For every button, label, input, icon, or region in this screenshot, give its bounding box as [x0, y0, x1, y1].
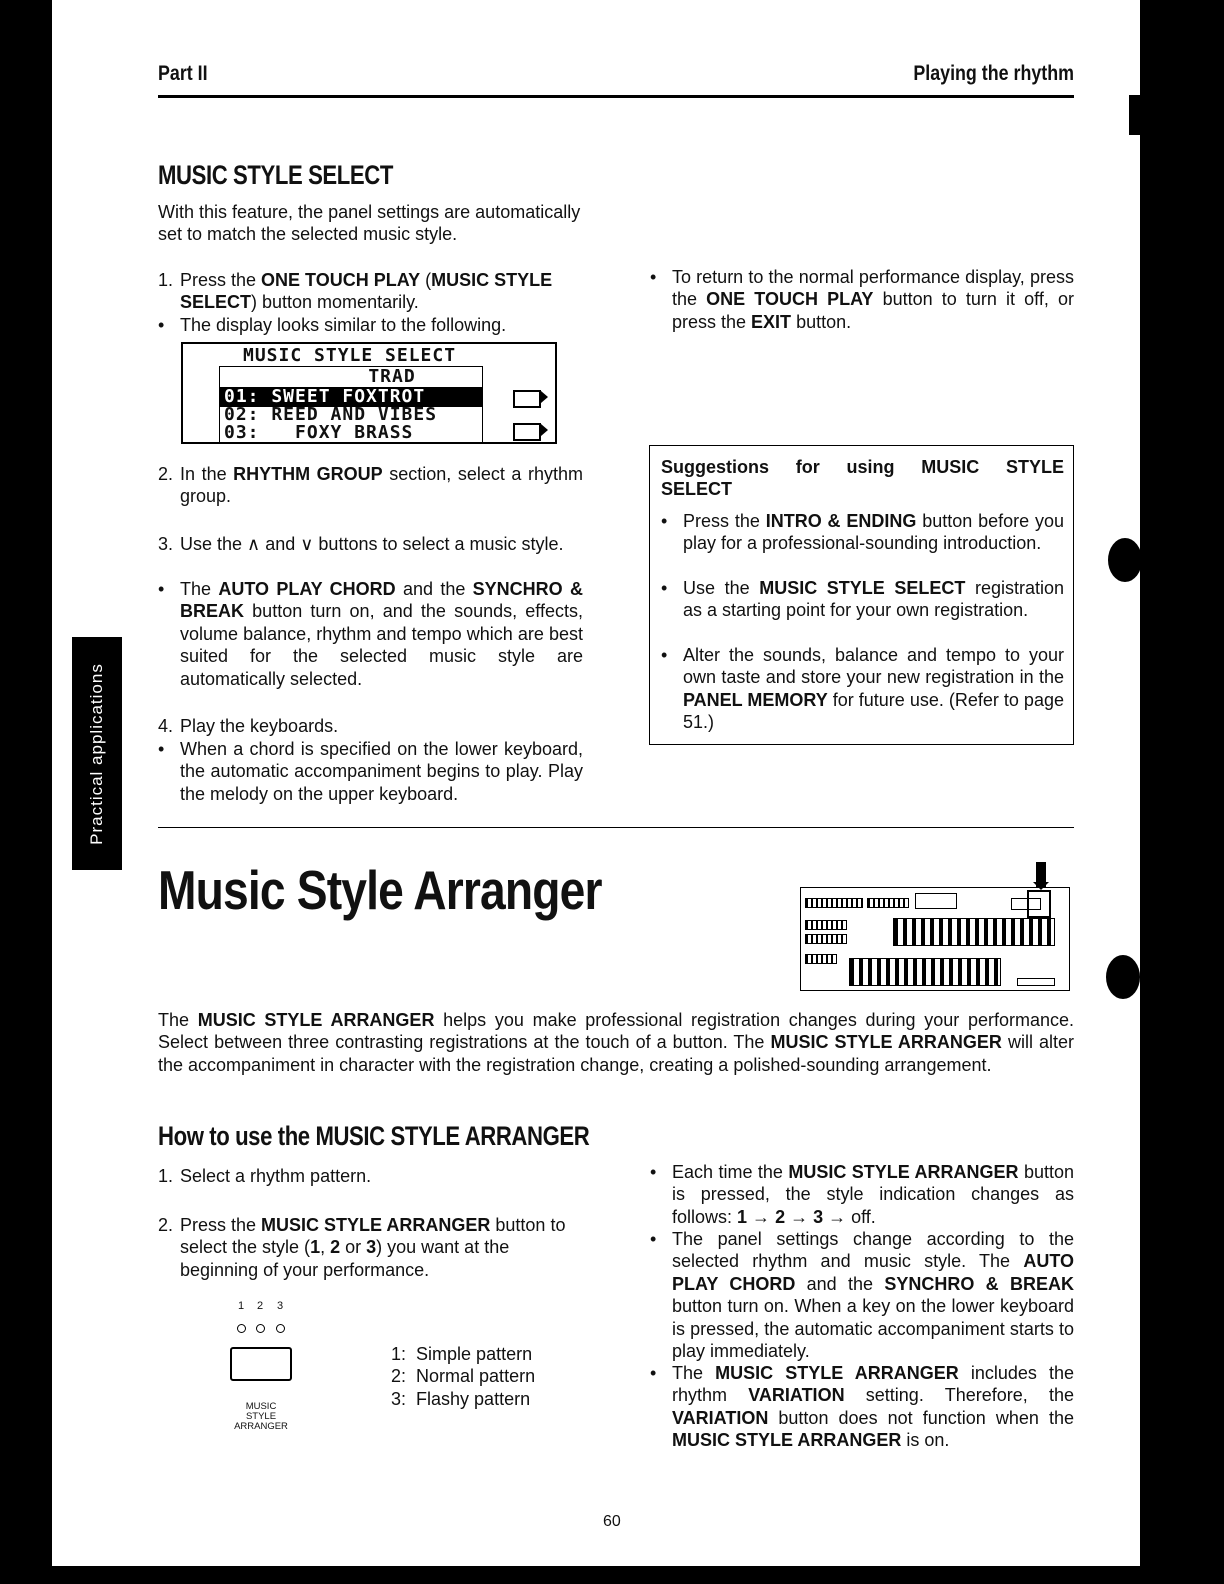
led-icon	[237, 1324, 246, 1333]
scan-border-right	[1140, 0, 1224, 1584]
bullet-return: • To return to the normal performance display, press the ONE TOUCH PLAY button to turn it off, or press the EXIT button.	[650, 267, 1074, 332]
lcd-scroll-icon	[513, 390, 541, 408]
pedal-buttons	[1017, 978, 1055, 986]
step-1: 1. Press the ONE TOUCH PLAY (MUSIC STYLE SELECT) button momentarily.	[158, 269, 583, 314]
suggestion-item: • Alter the sounds, balance and tempo to your own taste and store your new registration in the PANEL MEMORY for future use. (Refer to page 51.)	[661, 645, 1064, 733]
panel-buttons	[805, 898, 863, 908]
lcd-row-selected: 01: SWEET FOXTROT	[220, 387, 482, 407]
scan-border-bottom	[0, 1566, 1224, 1584]
page-number: 60	[603, 1513, 621, 1530]
step-3: 3. Use the ∧ and ∨ buttons to select a music style.	[158, 534, 564, 554]
lcd-title: MUSIC STYLE SELECT	[243, 345, 457, 366]
step-2: 2. In the RHYTHM GROUP section, select a rhythm group.	[158, 464, 583, 507]
panel-display	[915, 893, 957, 909]
panel-buttons	[867, 898, 909, 908]
panel-buttons	[805, 954, 837, 964]
step-4: 4. Play the keyboards.	[158, 716, 339, 736]
arranger-button-diagram: 1 2 3 MUSIC STYLE ARRANGER	[230, 1300, 320, 1430]
msa-bullet: • The MUSIC STYLE ARRANGER includes the rhythm VARIATION setting. Therefore, the VARIATION button does not function when the MUSIC STYLE ARRANGER is on.	[650, 1363, 1074, 1451]
msa-step-2: 2. Press the MUSIC STYLE ARRANGER button to select the style (1, 2 or 3) you want at the beginning of your performance.	[158, 1215, 566, 1280]
suggestions-box	[649, 445, 1074, 745]
arranger-intro: The MUSIC STYLE ARRANGER helps you make professional registration changes during your performance. Select between three contrasting registrations at the touch of a button. The MUSIC STYLE ARRANGER will alter the accompaniment in character with the registration change, creating a polished-sounding arrangement.	[158, 1010, 1074, 1075]
msa-step-1: 1. Select a rhythm pattern.	[158, 1166, 372, 1186]
button-label: MUSIC STYLE ARRANGER	[234, 1401, 288, 1432]
header-section: Playing the rhythm	[913, 62, 1074, 85]
location-marker-icon	[1036, 862, 1046, 888]
bullet-auto: • The AUTO PLAY CHORD and the SYNCHRO & BREAK button turn on, and the sounds, effects, volume balance, rhythm and tempo which are best suited for the selected music style are automatically selected.	[158, 579, 583, 689]
section-heading: MUSIC STYLE SELECT	[158, 160, 393, 190]
led-icon	[276, 1324, 285, 1333]
suggestions-title: Suggestions for using MUSIC STYLE	[661, 457, 1064, 477]
lcd-row: 02: REED AND VIBES	[224, 404, 438, 425]
arranger-button-highlight	[1027, 890, 1051, 918]
suggestion-item: • Press the INTRO & ENDING button before you play for a professional-sounding introduction.	[661, 511, 1064, 554]
side-tab	[72, 637, 122, 870]
pattern-item: 2: Normal pattern	[391, 1366, 536, 1387]
lcd-scroll-icon	[513, 423, 541, 441]
suggestions-title-cont: SELECT	[661, 479, 733, 499]
header-rule	[158, 95, 1074, 98]
msa-bullet: • Each time the MUSIC STYLE ARRANGER button is pressed, the style indication changes as follows: 1 → 2 → 3 → off.	[650, 1162, 1075, 1227]
side-tab-label: Practical applications	[87, 662, 106, 845]
lower-keyboard	[849, 958, 1001, 986]
panel-buttons	[805, 920, 847, 930]
pattern-legend	[391, 1343, 535, 1410]
step-1-text: Press the ONE TOUCH PLAY (MUSIC STYLE SELECT) button momentarily.	[180, 270, 553, 313]
binding-hole-icon	[1108, 538, 1142, 582]
bullet-chord: • When a chord is specified on the lower keyboard, the automatic accompaniment begins to play. Play the melody on the upper keyboard.	[158, 739, 583, 804]
lcd-list	[219, 366, 483, 443]
bullet-display: • The display looks similar to the following.	[158, 315, 507, 335]
howto-heading: How to use the MUSIC STYLE ARRANGER	[158, 1121, 590, 1151]
chapter-title: Music Style Arranger	[158, 859, 602, 921]
binding-hole-icon	[1106, 955, 1140, 999]
lcd-group: TRAD	[368, 366, 416, 387]
header-part: Part II	[158, 62, 208, 85]
msa-bullet: • The panel settings change according to the selected rhythm and music style. The AUTO PLAY CHORD and the SYNCHRO & BREAK button turn on. When a key on the lower keyboard is pressed, the automatic accompaniment starts to play immediately.	[650, 1229, 1075, 1362]
led-icon	[256, 1324, 265, 1333]
lcd-row: 03: FOXY BRASS	[224, 422, 414, 443]
panel-buttons	[805, 934, 847, 944]
pattern-item: 3: Flashy pattern	[391, 1388, 531, 1409]
music-style-arranger-button	[230, 1347, 292, 1381]
pattern-item: 1: Simple pattern	[391, 1344, 533, 1364]
lcd-display	[181, 342, 557, 444]
organ-panel-diagram	[800, 887, 1070, 991]
suggestion-item: • Use the MUSIC STYLE SELECT registration as a starting point for your own registration.	[661, 578, 1064, 621]
upper-keyboard	[893, 918, 1055, 946]
scan-border-notch	[1129, 95, 1141, 135]
section-intro: With this feature, the panel settings are automatically set to match the selected music style.	[158, 202, 581, 245]
section-divider	[158, 827, 1074, 828]
scan-border-left	[0, 0, 52, 1584]
